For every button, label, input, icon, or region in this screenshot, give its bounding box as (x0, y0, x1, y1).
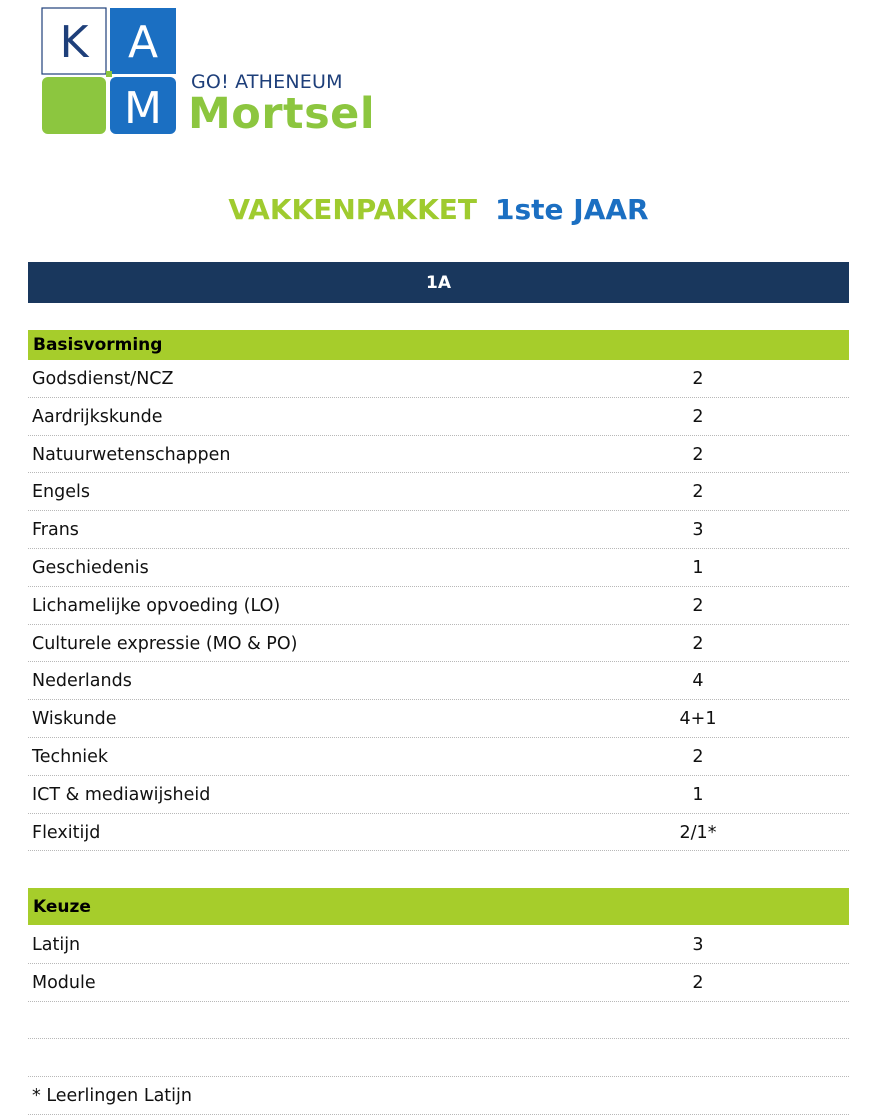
table-row (28, 776, 849, 814)
subject-hours: 2 (692, 406, 704, 427)
logo-subtitle: GO! ATHENEUM (191, 71, 343, 93)
table-row (28, 625, 849, 663)
empty-row (28, 1039, 849, 1077)
subject-name: Engels (32, 482, 91, 503)
class-header-band (28, 262, 849, 303)
subject-name: Lichamelijke opvoeding (LO) (32, 595, 281, 616)
table-row (28, 436, 849, 474)
page-title (0, 193, 877, 226)
subject-hours: 2 (692, 633, 704, 654)
table-row (28, 814, 849, 852)
table-row (28, 964, 849, 1002)
table-row (28, 662, 849, 700)
subject-name: Godsdienst/NCZ (32, 369, 174, 389)
table-row (28, 511, 849, 549)
table-row (28, 360, 849, 398)
subject-hours: 2 (692, 482, 704, 503)
subject-hours: 2/1* (679, 822, 717, 843)
table-row (28, 398, 849, 436)
logo-letter-k: K (59, 17, 89, 68)
subject-hours: 1 (692, 784, 704, 805)
subject-name: Frans (32, 520, 79, 541)
subject-name: Wiskunde (32, 709, 117, 730)
keuze-table (28, 926, 849, 1115)
subject-name: Aardrijkskunde (32, 406, 163, 427)
table-row (28, 700, 849, 738)
section-title: Keuze (33, 896, 91, 917)
subject-hours: 4 (692, 671, 704, 692)
logo-letter-a: A (127, 17, 159, 68)
subject-hours: 1 (692, 557, 704, 578)
title-vakkenpakket: VAKKENPAKKET (228, 193, 478, 226)
section-title: Basisvorming (33, 335, 163, 355)
subject-name: Natuurwetenschappen (32, 444, 231, 465)
subject-hours: 3 (692, 520, 704, 541)
subject-hours: 3 (692, 935, 704, 955)
footnote: * Leerlingen Latijn (32, 1086, 192, 1107)
subject-name: Nederlands (32, 671, 132, 692)
table-row (28, 587, 849, 625)
subject-name: Culturele expressie (MO & PO) (32, 633, 298, 654)
subject-name: ICT & mediawijsheid (32, 784, 211, 805)
table-row (28, 926, 849, 964)
footnote-row (28, 1077, 849, 1115)
logo-letter-m: M (124, 83, 162, 134)
table-row (28, 738, 849, 776)
title-year: 1ste JAAR (495, 193, 649, 226)
school-logo (38, 5, 378, 140)
section-header-keuze (28, 888, 849, 925)
section-header-basisvorming (28, 330, 849, 360)
subject-hours: 2 (692, 972, 704, 993)
subject-name: Module (32, 972, 96, 993)
basisvorming-table (28, 360, 849, 851)
subject-hours: 4+1 (679, 709, 717, 730)
subject-name: Latijn (32, 935, 81, 955)
subject-name: Flexitijd (32, 822, 101, 843)
subject-name: Techniek (32, 746, 109, 767)
table-row (28, 473, 849, 511)
subject-name: Geschiedenis (32, 557, 149, 578)
subject-hours: 2 (692, 369, 704, 389)
kam-logo-mark (38, 5, 188, 140)
logo-school-name: Mortsel (188, 89, 376, 139)
subject-hours: 2 (692, 746, 704, 767)
table-row (28, 549, 849, 587)
subject-hours: 2 (692, 444, 704, 465)
class-label: 1A (426, 272, 451, 293)
empty-row (28, 1002, 849, 1040)
subject-hours: 2 (692, 595, 704, 616)
